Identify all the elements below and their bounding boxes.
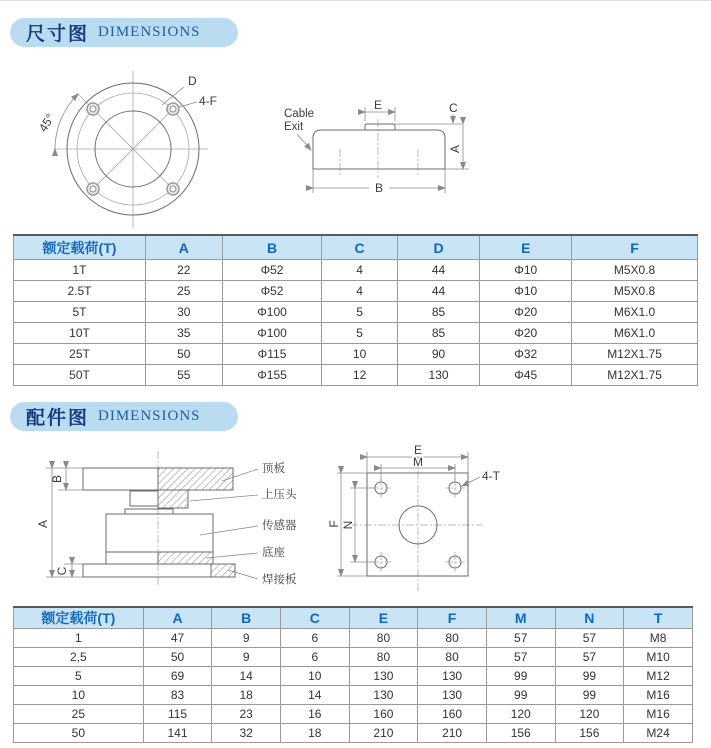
table-cell: 210 (349, 724, 418, 743)
table-cell: 1T (14, 260, 146, 281)
column-header: 额定载荷(T) (14, 607, 144, 629)
table-header-row (14, 235, 698, 260)
table-row (14, 686, 693, 705)
table-cell: 23 (212, 705, 281, 724)
table-cell: 130 (418, 686, 487, 705)
dimensions-table (13, 234, 698, 386)
table-cell: Φ20 (480, 323, 572, 344)
table-cell: M6X1.0 (572, 302, 698, 323)
table-cell: 10T (14, 323, 146, 344)
plate-label-4t: 4-T (482, 469, 500, 483)
table-cell: Φ52 (222, 260, 322, 281)
table-cell: 10 (14, 686, 144, 705)
section-title-en: DIMENSIONS (98, 408, 201, 424)
flange-top-view (36, 71, 217, 228)
part-label-sensor: 传感器 (262, 520, 297, 532)
column-header: E (480, 235, 572, 260)
table-cell: 57 (486, 629, 555, 648)
table-row (14, 344, 698, 365)
table-cell: 5T (14, 302, 146, 323)
section-title-accessories (10, 402, 238, 431)
table-cell: Φ20 (480, 302, 572, 323)
table-cell: Φ32 (480, 344, 572, 365)
table-cell: 25 (14, 705, 144, 724)
table-cell: M6X1.0 (572, 323, 698, 344)
table-cell: 1 (14, 629, 144, 648)
table-cell: M5X0.8 (572, 260, 698, 281)
column-header: M (486, 607, 555, 629)
table-row (14, 705, 693, 724)
table-cell: 35 (146, 323, 223, 344)
table-cell: 50T (14, 365, 146, 386)
table-cell: 160 (349, 705, 418, 724)
table-cell: 30 (146, 302, 223, 323)
table-cell: 57 (486, 648, 555, 667)
table-cell: 83 (143, 686, 212, 705)
side-label-e: E (373, 98, 383, 112)
section-title-zh: 尺寸图 (26, 24, 90, 45)
table-cell: 130 (397, 365, 480, 386)
accessory-assembly-drawing (0, 444, 711, 604)
table-cell: 25 (146, 281, 223, 302)
table-row (14, 323, 698, 344)
side-label-c: C (449, 101, 458, 115)
part-label-base: 底座 (262, 547, 285, 559)
plate-label-e: E (413, 444, 423, 457)
table-cell: 80 (349, 629, 418, 648)
table-row (14, 648, 693, 667)
table-cell: 99 (486, 686, 555, 705)
table-cell: 2,5 (14, 648, 144, 667)
table-cell: 50 (143, 648, 212, 667)
table-cell: 130 (349, 686, 418, 705)
table-cell: 130 (349, 667, 418, 686)
table-cell: M12X1.75 (572, 365, 698, 386)
table-cell: 2.5T (14, 281, 146, 302)
side-label-a: A (448, 144, 462, 154)
table-cell: M5X0.8 (572, 281, 698, 302)
table-cell: Φ10 (480, 281, 572, 302)
table-cell: 141 (143, 724, 212, 743)
column-header: B (212, 607, 281, 629)
table-cell: 57 (555, 629, 624, 648)
table-cell: 4 (322, 281, 397, 302)
table-cell: 14 (212, 667, 281, 686)
table-cell: 156 (555, 724, 624, 743)
table-cell: 99 (555, 667, 624, 686)
table-cell: 5 (322, 323, 397, 344)
table-cell: 44 (397, 260, 480, 281)
table-cell: 18 (212, 686, 281, 705)
table-cell: 55 (146, 365, 223, 386)
table-cell: 6 (280, 629, 349, 648)
table-cell: 50 (146, 344, 223, 365)
table-row (14, 260, 698, 281)
table-cell: Φ45 (480, 365, 572, 386)
table-cell: Φ100 (222, 323, 322, 344)
table-cell: 99 (486, 667, 555, 686)
table-cell: M8 (624, 629, 693, 648)
table-header-row (14, 607, 693, 629)
mounting-plate-top-view (327, 444, 501, 591)
table-row (14, 302, 698, 323)
assembly-label-a: A (36, 519, 50, 529)
part-label-top-plate: 顶板 (262, 463, 285, 475)
cable-exit-label-line2: Exit (284, 121, 304, 133)
section-title-dimensions (10, 18, 238, 47)
table-row (14, 365, 698, 386)
table-cell: 90 (397, 344, 480, 365)
side-label-b: B (374, 181, 384, 195)
table-cell: 80 (418, 629, 487, 648)
table-row (14, 281, 698, 302)
column-header: D (397, 235, 480, 260)
assembly-label-b: B (50, 474, 64, 484)
table-row (14, 724, 693, 743)
table-cell: 5 (322, 302, 397, 323)
table-row (14, 667, 693, 686)
part-label-welding-plate: 焊接板 (262, 574, 297, 586)
load-cell-side-view (284, 98, 469, 195)
table-cell: 130 (418, 667, 487, 686)
table-cell: 156 (486, 724, 555, 743)
plate-label-m: M (413, 455, 423, 469)
table-cell: 80 (418, 648, 487, 667)
column-header: B (222, 235, 322, 260)
table-row (14, 629, 693, 648)
table-cell: M12X1.75 (572, 344, 698, 365)
table-cell: 47 (143, 629, 212, 648)
table-cell: Φ115 (222, 344, 322, 365)
plate-label-n: N (341, 520, 355, 530)
part-label-upper-head: 上压头 (262, 489, 297, 501)
table-cell: 69 (143, 667, 212, 686)
table-cell: 5 (14, 667, 144, 686)
flange-label-d: D (188, 74, 197, 88)
table-cell: 6 (280, 648, 349, 667)
table-cell: 85 (397, 302, 480, 323)
table-cell: 50 (14, 724, 144, 743)
table-cell: 80 (349, 648, 418, 667)
table-cell: M10 (624, 648, 693, 667)
table-cell: 4 (322, 260, 397, 281)
cable-exit-label-line1: Cable (284, 108, 315, 120)
table-cell: 57 (555, 648, 624, 667)
table-cell: 25T (14, 344, 146, 365)
accessories-table (13, 606, 693, 743)
table-cell: 10 (322, 344, 397, 365)
table-cell: Φ155 (222, 365, 322, 386)
table-cell: M16 (624, 686, 693, 705)
table-cell: 99 (555, 686, 624, 705)
column-header: N (555, 607, 624, 629)
table-cell: M12 (624, 667, 693, 686)
plate-label-f: F (327, 520, 341, 528)
column-header: C (280, 607, 349, 629)
table-cell: 210 (418, 724, 487, 743)
column-header: 额定载荷(T) (14, 235, 146, 260)
column-header: F (418, 607, 487, 629)
column-header: T (624, 607, 693, 629)
table-cell: 44 (397, 281, 480, 302)
table-cell: 9 (212, 648, 281, 667)
table-cell: Φ52 (222, 281, 322, 302)
table-cell: 10 (280, 667, 349, 686)
table-cell: 160 (418, 705, 487, 724)
table-cell: Φ100 (222, 302, 322, 323)
table-cell: 85 (397, 323, 480, 344)
table-cell: 32 (212, 724, 281, 743)
assembly-label-c: C (55, 566, 69, 576)
table-cell: 120 (555, 705, 624, 724)
column-header: F (572, 235, 698, 260)
table-cell: 9 (212, 629, 281, 648)
assembly-section-view (36, 451, 297, 586)
table-cell: 22 (146, 260, 223, 281)
column-header: E (349, 607, 418, 629)
column-header: A (143, 607, 212, 629)
column-header: A (146, 235, 223, 260)
table-cell: 16 (280, 705, 349, 724)
table-cell: Φ10 (480, 260, 572, 281)
table-cell: M24 (624, 724, 693, 743)
table-cell: 18 (280, 724, 349, 743)
flange-angle-label: 45° (35, 111, 58, 135)
section-title-en: DIMENSIONS (98, 24, 201, 40)
load-cell-dimension-drawing (0, 61, 711, 233)
table-cell: M16 (624, 705, 693, 724)
table-cell: 14 (280, 686, 349, 705)
column-header: C (322, 235, 397, 260)
flange-label-4f: 4-F (199, 94, 217, 108)
table-cell: 120 (486, 705, 555, 724)
section-title-zh: 配件图 (26, 408, 90, 429)
table-cell: 12 (322, 365, 397, 386)
table-cell: 115 (143, 705, 212, 724)
